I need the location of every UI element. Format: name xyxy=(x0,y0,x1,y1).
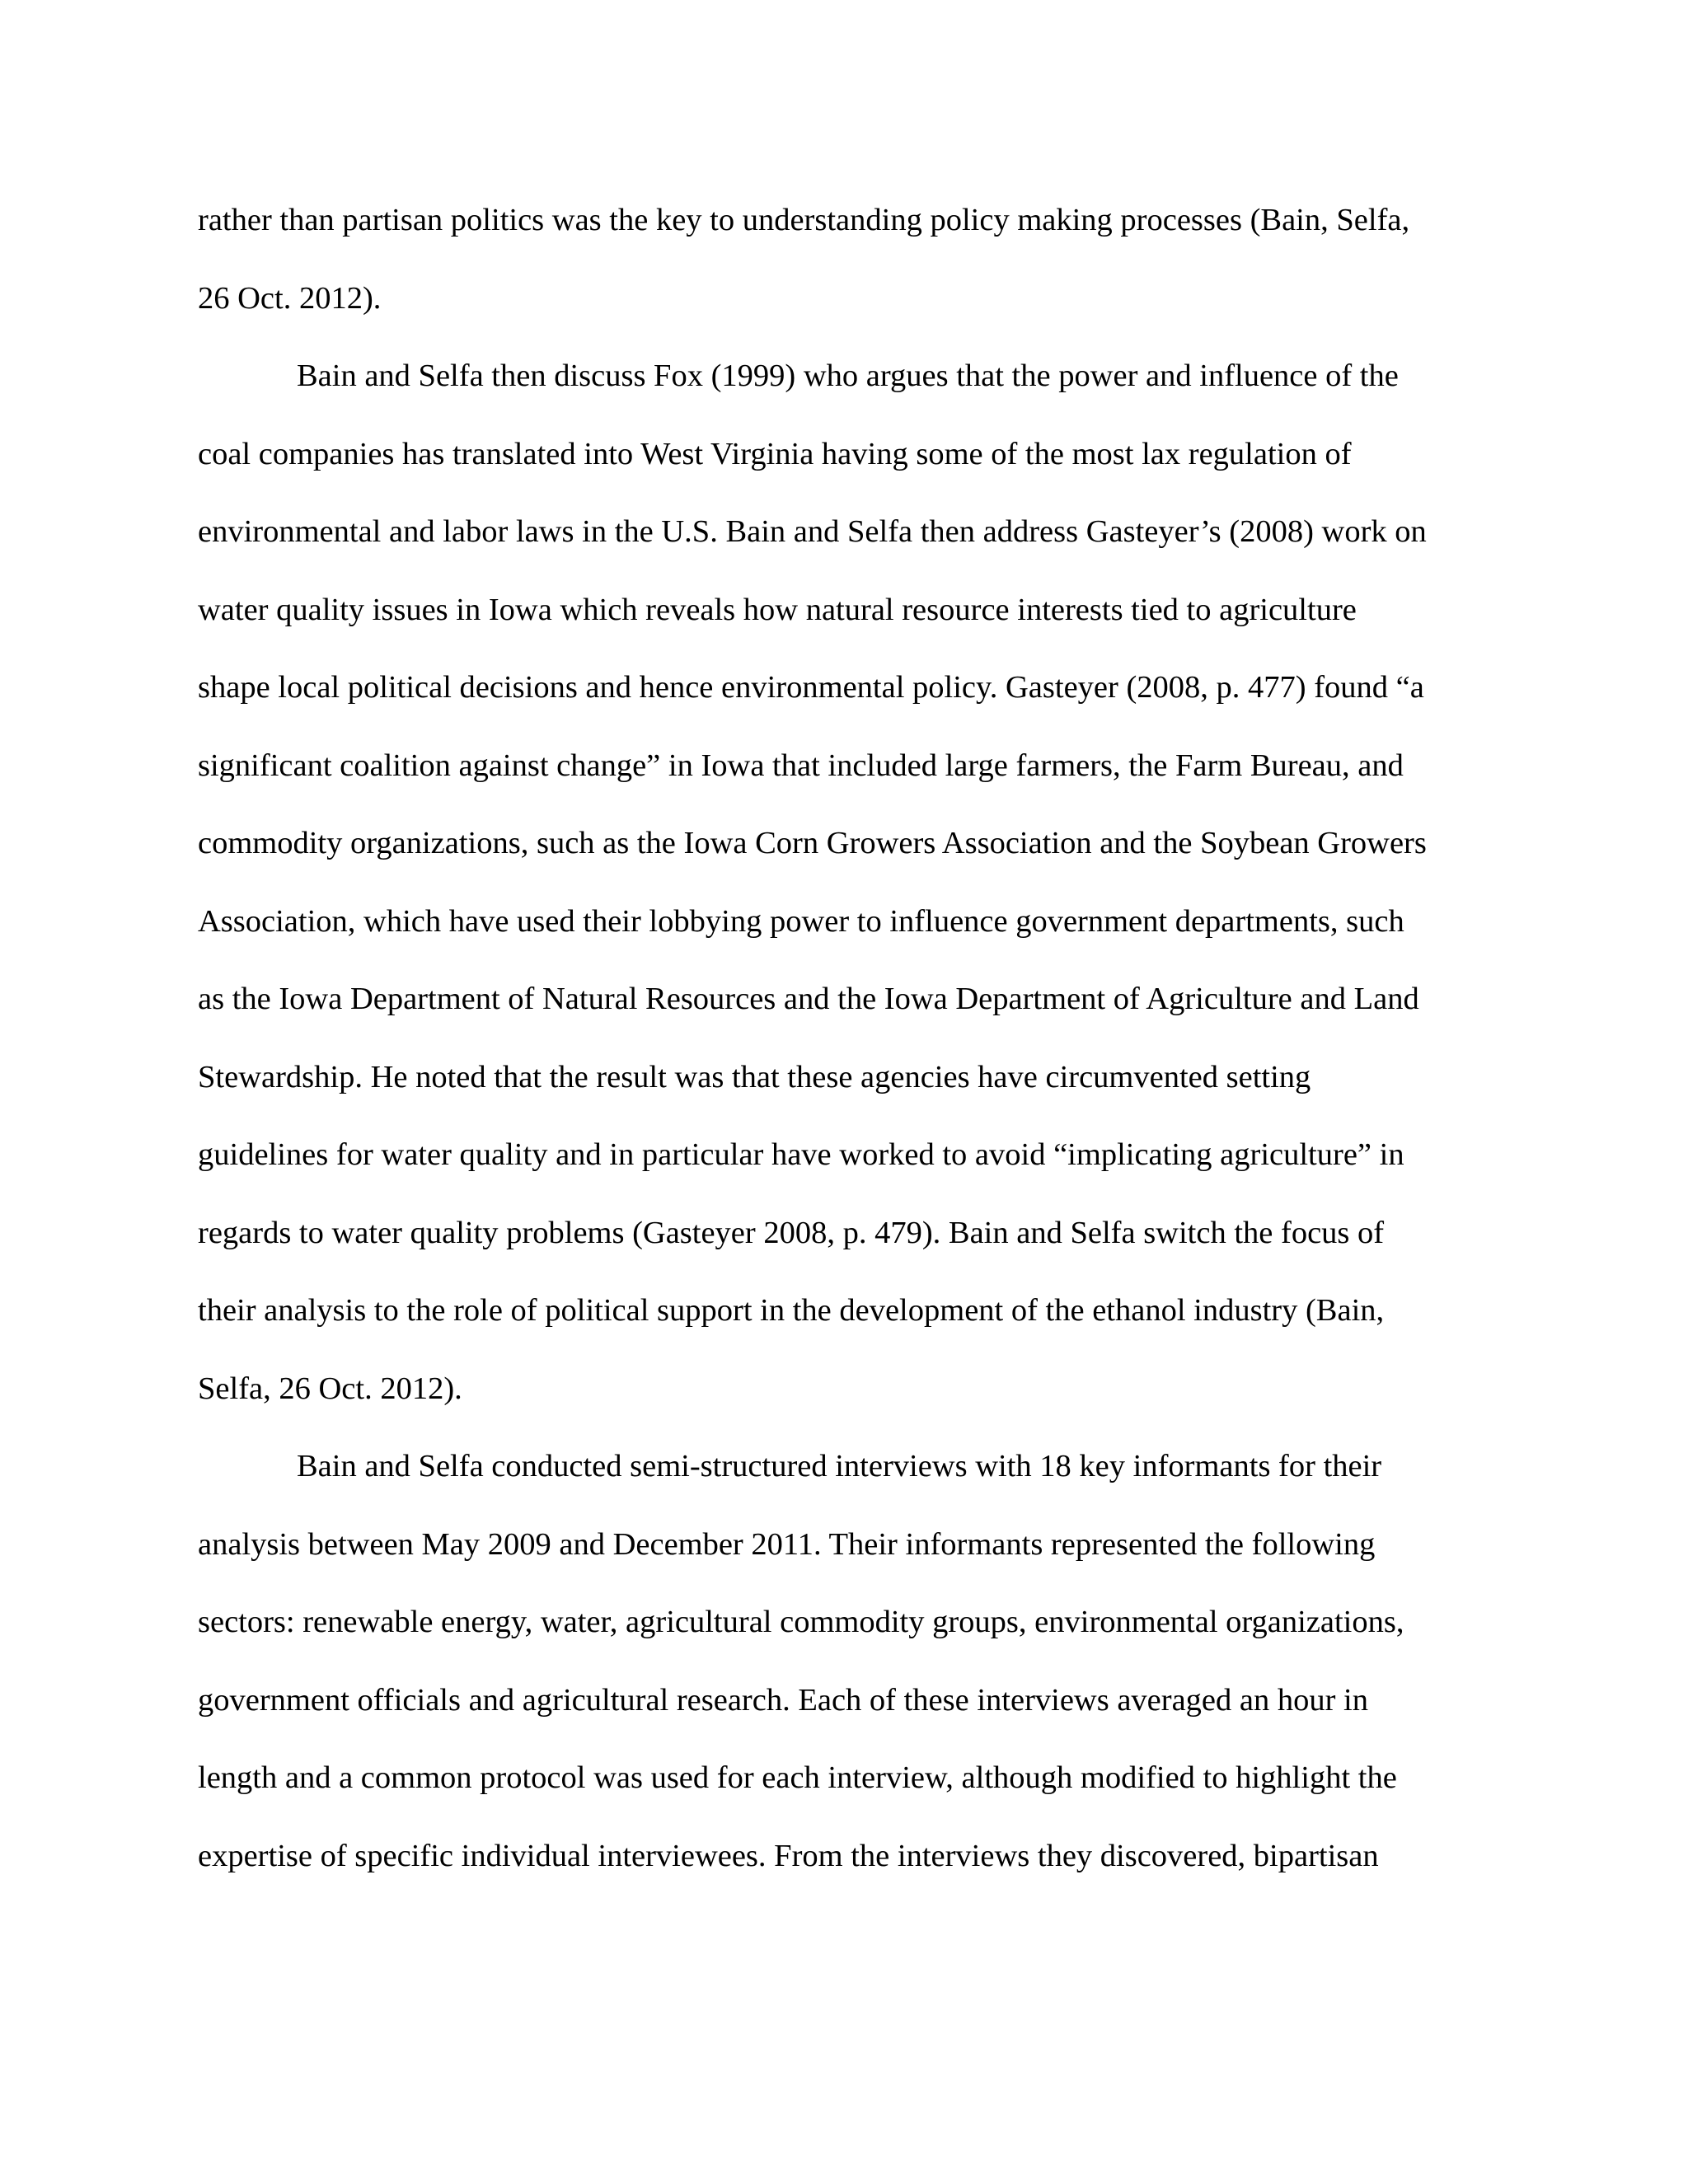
text-line: significant coalition against change” in Iowa that included large farmers, the Farm Bureau, and xyxy=(198,748,1404,783)
text-line: 26 Oct. 2012). xyxy=(198,281,382,316)
text-line: length and a common protocol was used for each interview, although modified to highlight the xyxy=(198,1760,1397,1795)
text-line: water quality issues in Iowa which reveals how natural resource interests tied to agriculture xyxy=(198,593,1357,627)
text-line: their analysis to the role of political support in the development of the ethanol industry (Bain, xyxy=(198,1293,1385,1328)
text-line: shape local political decisions and hence environmental policy. Gasteyer (2008, p. 477) found “a xyxy=(198,670,1424,705)
text-line: government officials and agricultural research. Each of these interviews averaged an hour in xyxy=(198,1683,1368,1718)
text-line: Selfa, 26 Oct. 2012). xyxy=(198,1371,462,1406)
text-line: Association, which have used their lobbying power to influence government departments, such xyxy=(198,904,1404,939)
text-line: regards to water quality problems (Gasteyer 2008, p. 479). Bain and Selfa switch the focus of xyxy=(198,1216,1385,1250)
text-line: guidelines for water quality and in particular have worked to avoid “implicating agriculture” in xyxy=(198,1137,1404,1172)
text-line: environmental and labor laws in the U.S. Bain and Selfa then address Gasteyer’s (2008) work on xyxy=(198,514,1427,549)
text-line: as the Iowa Department of Natural Resources and the Iowa Department of Agriculture and Land xyxy=(198,982,1419,1016)
text-line: rather than partisan politics was the key to understanding policy making processes (Bain, Selfa, xyxy=(198,203,1410,237)
text-line: coal companies has translated into West Virginia having some of the most lax regulation of xyxy=(198,437,1352,471)
paragraph-first-line: Bain and Selfa then discuss Fox (1999) who argues that the power and influence of the xyxy=(297,359,1399,393)
text-line: analysis between May 2009 and December 2011. Their informants represented the following xyxy=(198,1527,1376,1562)
text-line: commodity organizations, such as the Iowa Corn Growers Association and the Soybean Growers xyxy=(198,826,1427,860)
text-line: expertise of specific individual interviewees. From the interviews they discovered, bipartisan xyxy=(198,1839,1379,1873)
text-line: sectors: renewable energy, water, agricultural commodity groups, environmental organizations, xyxy=(198,1605,1404,1639)
paragraph-first-line: Bain and Selfa conducted semi-structured interviews with 18 key informants for their xyxy=(297,1449,1382,1483)
text-line: Stewardship. He noted that the result was that these agencies have circumvented setting xyxy=(198,1060,1311,1094)
